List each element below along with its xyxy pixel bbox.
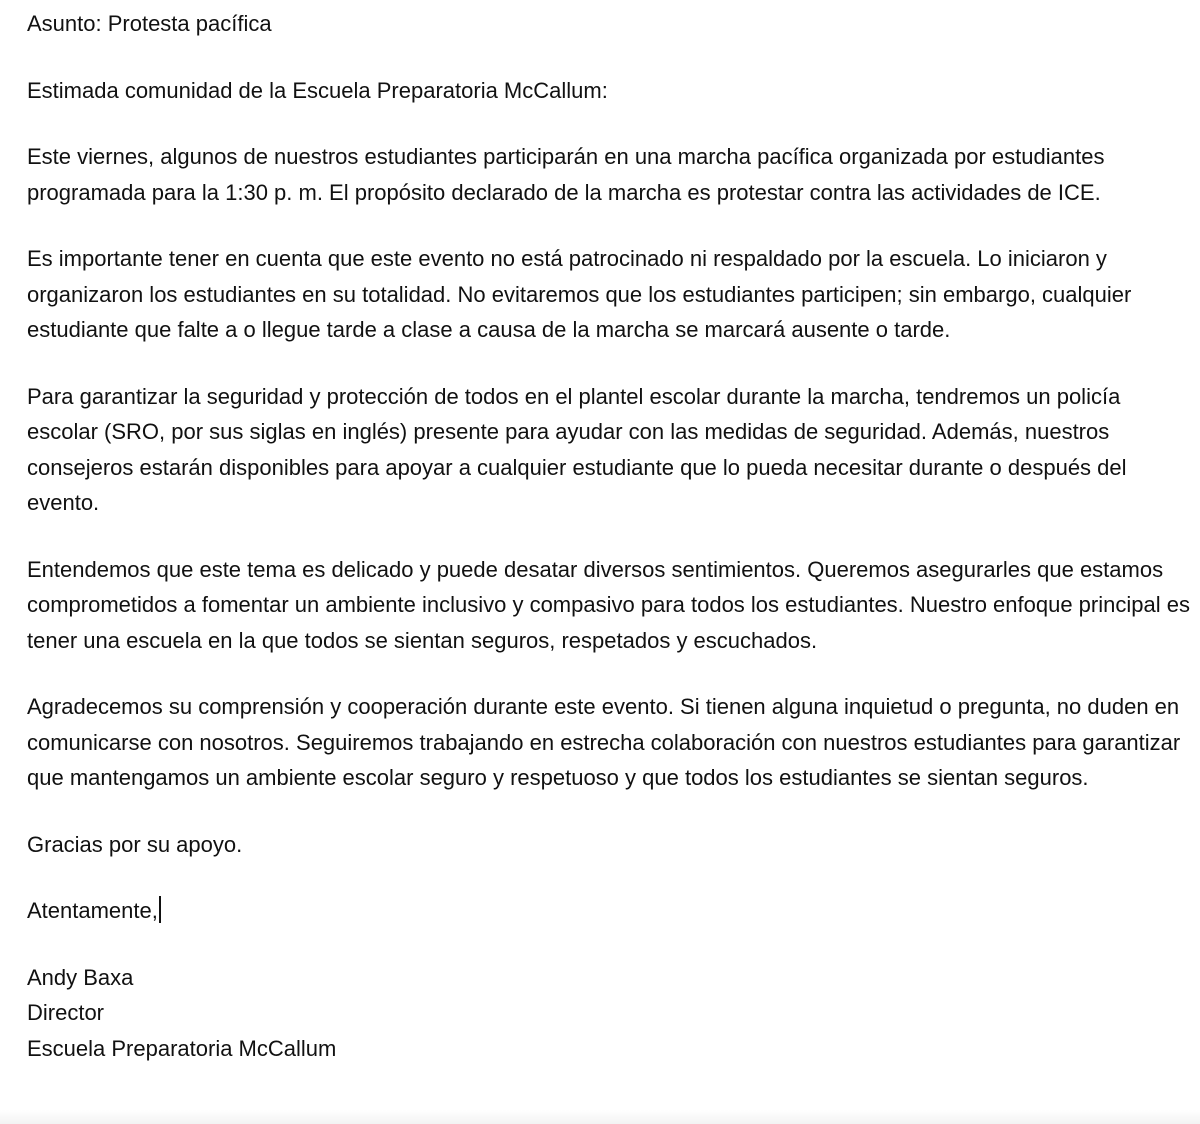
letter-document[interactable] [27,6,1192,1066]
signature-block [27,960,1192,1067]
paragraph-gratitude: Agradecemos su comprensión y cooperación durante este evento. Si tienen alguna inquietud o pregunta, no duden en comunicarse con nosotros. Seguiremos trabajando en estrecha colaboración con nuestros estudiantes para garantizar que mantengamos un ambiente escolar seguro y respetuoso y que todos los estudiantes se sientan seguros. [27,694,1181,790]
paragraph-inclusive-environment: Entendemos que este tema es delicado y puede desatar diversos sentimientos. Queremos asegurarles que estamos comprometidos a fomentar un ambiente inclusivo y compasivo para todos los estudiantes. Nuestro enfoque principal es tener una escuela en la que todos se sientan seguros, respetados y escuchados. [27,556,1190,653]
paragraph-march-announcement: Este viernes, algunos de nuestros estudiantes participarán en una marcha pacífica organizada por estudiantes programada para la 1:30 p. m. El propósito declarado de la marcha es protestar contra las actividades de ICE. [27,144,1105,205]
thanks-line: Gracias por su apoyo. [27,831,243,857]
subject-line: Asunto: Protesta pacífica [27,11,272,36]
paragraph-not-sponsored: Es importante tener en cuenta que este evento no está patrocinado ni respaldado por la escuela. Lo iniciaron y organizaron los estudiantes en su totalidad. No evitaremos que los estudiantes participen; sin embargo, cualquier estudiante que falte a o llegue tarde a clase a causa de la marcha se marcará ausente o tarde. [27,246,1132,342]
signer-school: Escuela Preparatoria McCallum [27,1035,337,1061]
closing-text: Atentamente, [27,898,158,923]
signer-name: Andy Baxa [27,964,134,990]
closing-line[interactable] [27,893,1192,929]
signer-title: Director [27,1000,105,1025]
greeting: Estimada comunidad de la Escuela Preparatoria McCallum: [27,77,608,103]
page-bottom-edge [0,1110,1200,1124]
text-cursor [159,896,161,923]
paragraph-safety: Para garantizar la seguridad y protección de todos en el plantel escolar durante la marcha, tendremos un policía escolar (SRO, por sus siglas en inglés) presente para ayudar con las medidas de seguridad. Además, nuestros consejeros estarán disponibles para apoyar a cualquier estudiante que lo pueda necesitar durante o después del evento. [27,383,1127,515]
